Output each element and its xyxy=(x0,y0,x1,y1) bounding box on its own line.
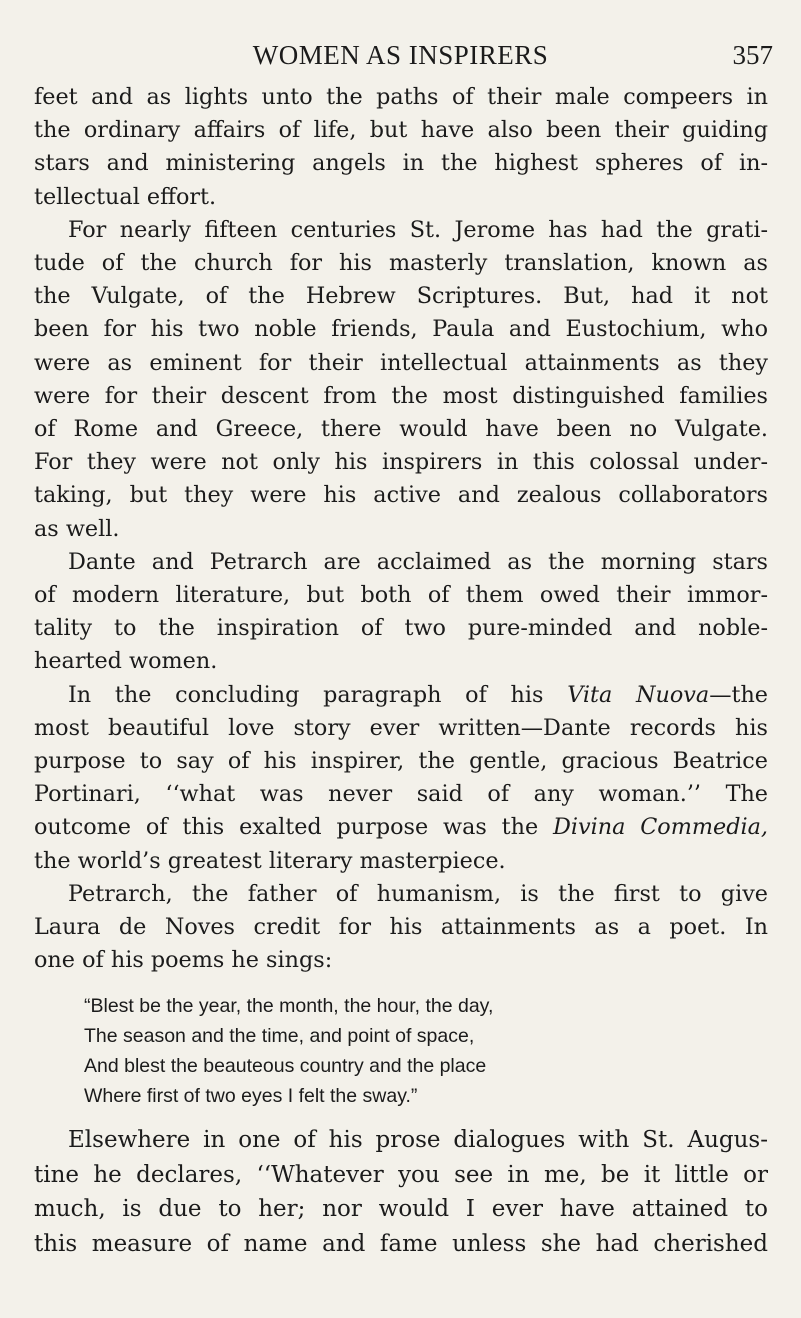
paragraph-3 xyxy=(34,546,768,679)
italic-title-divina-commedia: Divina Commedia, xyxy=(553,814,768,841)
text-line: were as eminent for their intellectual attainments as they xyxy=(34,349,768,376)
paragraph-4 xyxy=(34,679,768,878)
text-run: In the concluding paragraph of his xyxy=(68,681,568,708)
text-line: stars and ministering angels in the highest spheres of in- xyxy=(34,150,768,177)
text-line: For nearly fifteen centuries St. Jerome has had the grati- xyxy=(68,216,768,243)
text-line: purpose to say of his inspirer, the gentle, gracious Beatrice xyxy=(34,748,768,775)
text-line: much, is due to her; nor would I ever have attained to xyxy=(34,1196,768,1223)
verse-line: “Blest be the year, the month, the hour, the day, xyxy=(84,995,494,1018)
text-line: tellectual effort. xyxy=(34,183,217,210)
verse-line: Where first of two eyes I felt the sway.” xyxy=(84,1085,418,1108)
paragraph-5 xyxy=(34,878,768,978)
text-run: —the xyxy=(709,681,768,708)
text-line: For they were not only his inspirers in this colossal under- xyxy=(34,449,768,476)
text-line: Portinari, ‘‘what was never said of any woman.’’ The xyxy=(34,781,768,808)
running-head xyxy=(28,40,773,74)
text-line: Laura de Noves credit for his attainments as a poet. In xyxy=(34,914,768,941)
text-line xyxy=(34,679,768,712)
text-line: tality to the inspiration of two pure-minded and noble- xyxy=(34,615,768,642)
page-number: 357 xyxy=(732,40,773,70)
text-line: of Rome and Greece, there would have been no Vulgate. xyxy=(34,416,768,443)
text-run: outcome of this exalted purpose was the xyxy=(34,814,554,841)
verse-quotation xyxy=(34,991,768,1111)
text-line: tude of the church for his masterly translation, known as xyxy=(34,250,768,277)
paragraph-1 xyxy=(34,81,768,214)
text-line: hearted women. xyxy=(34,648,218,675)
text-line: Petrarch, the father of humanism, is the first to give xyxy=(68,880,768,907)
text-line: the world’s greatest literary masterpiece. xyxy=(34,847,506,874)
text-line: this measure of name and fame unless she had cherished xyxy=(34,1230,768,1257)
text-line: taking, but they were his active and zealous collaborators xyxy=(34,482,768,509)
text-line: the Vulgate, of the Hebrew Scriptures. But, had it not xyxy=(34,283,768,310)
text-line: the ordinary affairs of life, but have also been their guiding xyxy=(34,117,768,144)
verse-line: The season and the time, and point of space, xyxy=(84,1025,475,1048)
text-line: one of his poems he sings: xyxy=(34,947,333,974)
text-line: were for their descent from the most distinguished families xyxy=(34,382,768,409)
text-line: feet and as lights unto the paths of their male compeers in xyxy=(34,84,768,110)
text-line: as well. xyxy=(34,515,120,542)
body-text xyxy=(34,81,768,1261)
text-line xyxy=(34,811,768,844)
text-line: been for his two noble friends, Paula and Eustochium, who xyxy=(34,316,768,343)
running-title: WOMEN AS INSPIRERS xyxy=(252,40,549,70)
italic-title-vita-nuova: Vita Nuova xyxy=(567,681,710,708)
paragraph-6 xyxy=(34,1123,768,1261)
verse-line: And blest the beauteous country and the place xyxy=(84,1055,487,1078)
text-line: Elsewhere in one of his prose dialogues with St. Augus- xyxy=(68,1127,768,1154)
text-line: Dante and Petrarch are acclaimed as the morning stars xyxy=(68,548,768,575)
text-line: tine he declares, ‘‘Whatever you see in me, be it little or xyxy=(34,1161,768,1188)
paragraph-2 xyxy=(34,214,768,546)
text-line: of modern literature, but both of them owed their immor- xyxy=(34,582,768,609)
text-line: most beautiful love story ever written—Dante records his xyxy=(34,714,768,741)
